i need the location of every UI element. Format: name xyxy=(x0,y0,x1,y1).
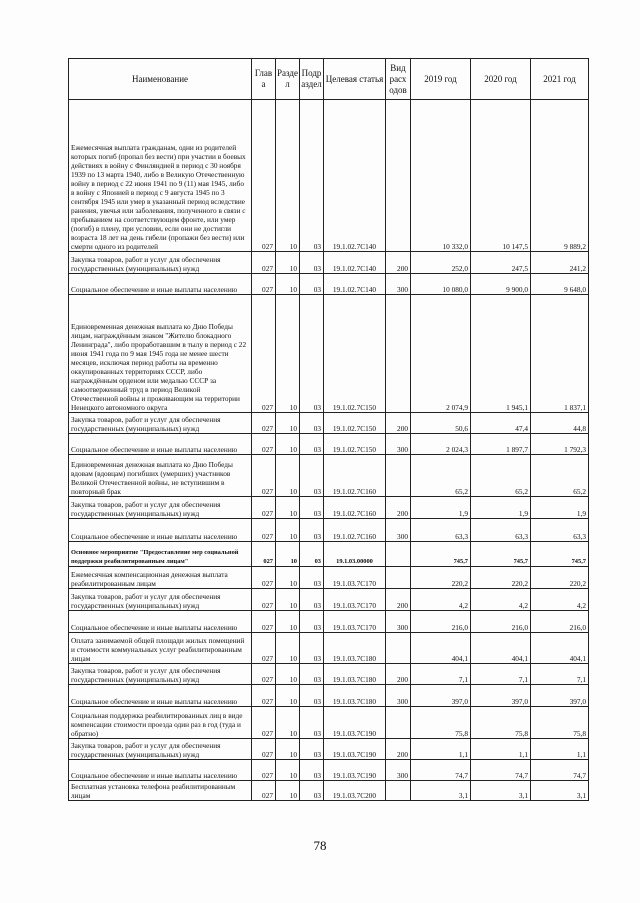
table-row xyxy=(69,707,589,739)
cell-target: 19.1.02.7С160 xyxy=(324,497,386,519)
cell-2019: 252,0 xyxy=(411,252,471,274)
table-row xyxy=(69,455,589,497)
cell-target: 19.1.03.7С190 xyxy=(324,739,386,760)
cell-glava: 027 xyxy=(252,519,276,542)
cell-podrazdel: 03 xyxy=(300,664,324,685)
cell-2019: 7,1 xyxy=(411,664,471,685)
cell-name: Закупка товаров, работ и услуг для обеспечения государственных (муниципальных) нужд xyxy=(69,252,252,274)
cell-vid: 300 xyxy=(386,611,411,633)
cell-podrazdel: 03 xyxy=(300,455,324,497)
header-2020: 2020 год xyxy=(471,59,531,100)
cell-glava: 027 xyxy=(252,434,276,455)
cell-target: 19.1.03.7С180 xyxy=(324,664,386,685)
cell-2019: 2 024,3 xyxy=(411,434,471,455)
cell-vid: 200 xyxy=(386,739,411,760)
cell-2019: 74,7 xyxy=(411,760,471,781)
cell-2019: 1,1 xyxy=(411,739,471,760)
cell-target: 19.1.03.7С170 xyxy=(324,611,386,633)
cell-vid xyxy=(386,707,411,739)
cell-razdel: 10 xyxy=(276,455,300,497)
cell-glava: 027 xyxy=(252,100,276,252)
cell-2021: 63,3 xyxy=(531,519,589,542)
cell-target: 19.1.02.7С140 xyxy=(324,100,386,252)
header-target: Целевая статья xyxy=(324,59,386,100)
cell-2021: 216,0 xyxy=(531,611,589,633)
cell-glava: 027 xyxy=(252,664,276,685)
cell-2020: 7,1 xyxy=(471,664,531,685)
cell-2020: 9 900,0 xyxy=(471,274,531,295)
cell-podrazdel: 03 xyxy=(300,497,324,519)
cell-razdel: 10 xyxy=(276,567,300,589)
cell-name: Ежемесячная выплата гражданам, одни из родителей которых погиб (пропал без вести) при участии в боевых действиях в войну с Финляндией в период с 30 ноября 1939 по 13 марта 1940, либо в Великую Отечественную войну в период с 22 июня 1941 по 9 (11) мая 1945, либо в войну с Японией в период с 9 августа 1945 по 3 сентября 1945 или умер в указанный период вследствие ранения, увечья или заболевания, полученного в связи с пребыванием на соответствующем фронте, или умер (погиб) в плену, при условии, если они не достигли возраста 18 лет на день гибели (пропажи без вести) или смерти одного из родителей xyxy=(69,100,252,252)
cell-2020: 745,7 xyxy=(471,542,531,567)
cell-razdel: 10 xyxy=(276,781,300,801)
cell-2021: 9 648,0 xyxy=(531,274,589,295)
cell-name: Социальное обеспечение и иные выплаты населению xyxy=(69,519,252,542)
cell-podrazdel: 03 xyxy=(300,781,324,801)
cell-name: Закупка товаров, работ и услуг для обеспечения государственных (муниципальных) нужд xyxy=(69,589,252,611)
cell-2019: 2 074,9 xyxy=(411,295,471,413)
table-row xyxy=(69,274,589,295)
cell-vid xyxy=(386,781,411,801)
cell-razdel: 10 xyxy=(276,685,300,707)
cell-2019: 63,3 xyxy=(411,519,471,542)
cell-2021: 1 837,1 xyxy=(531,295,589,413)
cell-podrazdel: 03 xyxy=(300,252,324,274)
cell-glava: 027 xyxy=(252,685,276,707)
cell-razdel: 10 xyxy=(276,633,300,664)
cell-razdel: 10 xyxy=(276,497,300,519)
cell-target: 19.1.03.7С180 xyxy=(324,685,386,707)
cell-razdel: 10 xyxy=(276,434,300,455)
cell-glava: 027 xyxy=(252,455,276,497)
table-row xyxy=(69,781,589,801)
cell-2021: 65,2 xyxy=(531,455,589,497)
cell-2021: 220,2 xyxy=(531,567,589,589)
cell-2021: 44,8 xyxy=(531,413,589,434)
cell-target: 19.1.03.00000 xyxy=(324,542,386,567)
cell-vid: 300 xyxy=(386,519,411,542)
cell-2020: 220,2 xyxy=(471,567,531,589)
cell-2019: 50,6 xyxy=(411,413,471,434)
cell-glava: 027 xyxy=(252,781,276,801)
cell-2020: 216,0 xyxy=(471,611,531,633)
cell-vid: 300 xyxy=(386,274,411,295)
cell-name: Бесплатная установка телефона реабилитированным лицам xyxy=(69,781,252,801)
table-row xyxy=(69,633,589,664)
cell-vid: 200 xyxy=(386,589,411,611)
table-row xyxy=(69,542,589,567)
cell-2019: 75,8 xyxy=(411,707,471,739)
cell-podrazdel: 03 xyxy=(300,519,324,542)
cell-target: 19.1.02.7С160 xyxy=(324,519,386,542)
cell-vid xyxy=(386,455,411,497)
cell-2021: 1,1 xyxy=(531,739,589,760)
cell-podrazdel: 03 xyxy=(300,707,324,739)
cell-2019: 745,7 xyxy=(411,542,471,567)
cell-glava: 027 xyxy=(252,542,276,567)
cell-target: 19.1.03.7С170 xyxy=(324,589,386,611)
cell-2020: 1 897,7 xyxy=(471,434,531,455)
cell-podrazdel: 03 xyxy=(300,413,324,434)
table-row xyxy=(69,413,589,434)
cell-2020: 75,8 xyxy=(471,707,531,739)
cell-2019: 10 332,0 xyxy=(411,100,471,252)
cell-razdel: 10 xyxy=(276,252,300,274)
table-row xyxy=(69,434,589,455)
cell-2021: 74,7 xyxy=(531,760,589,781)
cell-name: Социальная поддержка реабилитированных лиц в виде компенсации стоимости проезда один раз в год (туда и обратно) xyxy=(69,707,252,739)
cell-2020: 1,1 xyxy=(471,739,531,760)
cell-razdel: 10 xyxy=(276,295,300,413)
cell-2021: 4,2 xyxy=(531,589,589,611)
cell-name: Оплата занимаемой общей площади жилых помещений и стоимости коммунальных услуг реабилитированным лицам xyxy=(69,633,252,664)
budget-table xyxy=(68,58,589,801)
cell-razdel: 10 xyxy=(276,413,300,434)
cell-2020: 47,4 xyxy=(471,413,531,434)
cell-name: Ежемесячная компенсационная денежная выплата реабилитированным лицам xyxy=(69,567,252,589)
table-row xyxy=(69,519,589,542)
header-2021: 2021 год xyxy=(531,59,589,100)
header-razdel: Разде л xyxy=(276,59,300,100)
cell-2020: 404,1 xyxy=(471,633,531,664)
cell-target: 19.1.02.7С150 xyxy=(324,434,386,455)
cell-vid: 300 xyxy=(386,685,411,707)
cell-2021: 1 792,3 xyxy=(531,434,589,455)
cell-2019: 397,0 xyxy=(411,685,471,707)
header-2019: 2019 год xyxy=(411,59,471,100)
cell-podrazdel: 03 xyxy=(300,295,324,413)
cell-name: Закупка товаров, работ и услуг для обеспечения государственных (муниципальных) нужд xyxy=(69,664,252,685)
cell-vid: 200 xyxy=(386,413,411,434)
cell-2021: 1,9 xyxy=(531,497,589,519)
cell-2021: 3,1 xyxy=(531,781,589,801)
cell-2020: 4,2 xyxy=(471,589,531,611)
cell-glava: 027 xyxy=(252,497,276,519)
cell-glava: 027 xyxy=(252,413,276,434)
cell-2020: 397,0 xyxy=(471,685,531,707)
table-row xyxy=(69,664,589,685)
cell-razdel: 10 xyxy=(276,611,300,633)
cell-glava: 027 xyxy=(252,760,276,781)
cell-vid: 300 xyxy=(386,434,411,455)
cell-target: 19.1.03.7С190 xyxy=(324,760,386,781)
cell-2021: 397,0 xyxy=(531,685,589,707)
cell-target: 19.1.02.7С150 xyxy=(324,295,386,413)
cell-glava: 027 xyxy=(252,707,276,739)
cell-2020: 3,1 xyxy=(471,781,531,801)
cell-glava: 027 xyxy=(252,252,276,274)
cell-razdel: 10 xyxy=(276,542,300,567)
cell-podrazdel: 03 xyxy=(300,567,324,589)
cell-2021: 745,7 xyxy=(531,542,589,567)
cell-name: Закупка товаров, работ и услуг для обеспечения государственных (муниципальных) нужд xyxy=(69,497,252,519)
cell-2019: 3,1 xyxy=(411,781,471,801)
table-row xyxy=(69,760,589,781)
cell-2019: 10 080,0 xyxy=(411,274,471,295)
cell-glava: 027 xyxy=(252,611,276,633)
cell-vid xyxy=(386,542,411,567)
cell-2020: 10 147,5 xyxy=(471,100,531,252)
cell-glava: 027 xyxy=(252,589,276,611)
table-row xyxy=(69,589,589,611)
cell-target: 19.1.02.7С140 xyxy=(324,252,386,274)
cell-target: 19.1.03.7С170 xyxy=(324,567,386,589)
table-row xyxy=(69,611,589,633)
header-name: Наименование xyxy=(69,59,252,100)
cell-name: Социальное обеспечение и иные выплаты населению xyxy=(69,274,252,295)
cell-podrazdel: 03 xyxy=(300,739,324,760)
cell-vid xyxy=(386,100,411,252)
cell-razdel: 10 xyxy=(276,664,300,685)
cell-name: Социальное обеспечение и иные выплаты населению xyxy=(69,434,252,455)
cell-razdel: 10 xyxy=(276,274,300,295)
cell-podrazdel: 03 xyxy=(300,100,324,252)
cell-razdel: 10 xyxy=(276,739,300,760)
cell-glava: 027 xyxy=(252,633,276,664)
cell-name: Основное мероприятие "Предоставление мер социальной поддержки реабилитированным лицам" xyxy=(69,542,252,567)
cell-razdel: 10 xyxy=(276,519,300,542)
cell-2020: 74,7 xyxy=(471,760,531,781)
cell-podrazdel: 03 xyxy=(300,434,324,455)
cell-2020: 65,2 xyxy=(471,455,531,497)
cell-target: 19.1.02.7С150 xyxy=(324,413,386,434)
cell-name: Закупка товаров, работ и услуг для обеспечения государственных (муниципальных) нужд xyxy=(69,739,252,760)
cell-target: 19.1.02.7С160 xyxy=(324,455,386,497)
table-row xyxy=(69,497,589,519)
cell-2021: 75,8 xyxy=(531,707,589,739)
cell-name: Закупка товаров, работ и услуг для обеспечения государственных (муниципальных) нужд xyxy=(69,413,252,434)
cell-name: Социальное обеспечение и иные выплаты населению xyxy=(69,611,252,633)
cell-name: Единовременная денежная выплата ко Дню Победы лицам, награждённым знаком "Жителю блокадного Ленинграда", либо проработавшим в тылу в период с 22 июня 1941 года по 9 мая 1945 года не менее шести месяцев, исключая период работы на временно оккупированных территориях СССР, либо награждённым орденом или медалью СССР за самоотверженный труд в период Великой Отечественной войны и проживающим на территории Ненецкого автономного округа xyxy=(69,295,252,413)
cell-target: 19.1.03.7С180 xyxy=(324,633,386,664)
cell-vid: 200 xyxy=(386,252,411,274)
cell-2020: 63,3 xyxy=(471,519,531,542)
cell-vid xyxy=(386,633,411,664)
cell-2019: 220,2 xyxy=(411,567,471,589)
cell-vid xyxy=(386,295,411,413)
cell-2020: 1 945,1 xyxy=(471,295,531,413)
table-row xyxy=(69,100,589,252)
cell-name: Единовременная денежная выплата ко Дню Победы вдовам (вдовцам) погибших (умерших) участников Великой Отечественной войны, не вступившим в повторный брак xyxy=(69,455,252,497)
cell-vid: 200 xyxy=(386,664,411,685)
cell-2021: 241,2 xyxy=(531,252,589,274)
cell-2020: 1,9 xyxy=(471,497,531,519)
cell-target: 19.1.02.7С140 xyxy=(324,274,386,295)
cell-razdel: 10 xyxy=(276,760,300,781)
cell-podrazdel: 03 xyxy=(300,685,324,707)
cell-podrazdel: 03 xyxy=(300,633,324,664)
cell-podrazdel: 03 xyxy=(300,611,324,633)
cell-glava: 027 xyxy=(252,567,276,589)
cell-podrazdel: 03 xyxy=(300,589,324,611)
cell-target: 19.1.03.7С200 xyxy=(324,781,386,801)
cell-2019: 404,1 xyxy=(411,633,471,664)
cell-2020: 247,5 xyxy=(471,252,531,274)
cell-2019: 4,2 xyxy=(411,589,471,611)
table-row xyxy=(69,685,589,707)
table-header-row xyxy=(69,59,589,100)
table-row xyxy=(69,252,589,274)
cell-vid: 200 xyxy=(386,497,411,519)
cell-glava: 027 xyxy=(252,295,276,413)
cell-razdel: 10 xyxy=(276,100,300,252)
cell-2019: 216,0 xyxy=(411,611,471,633)
table-row xyxy=(69,295,589,413)
table-row xyxy=(69,739,589,760)
cell-glava: 027 xyxy=(252,274,276,295)
header-podrazdel: Подр аздел xyxy=(300,59,324,100)
cell-2019: 65,2 xyxy=(411,455,471,497)
cell-razdel: 10 xyxy=(276,707,300,739)
cell-2021: 7,1 xyxy=(531,664,589,685)
cell-podrazdel: 03 xyxy=(300,274,324,295)
table-body xyxy=(69,100,589,801)
header-glava: Глав а xyxy=(252,59,276,100)
cell-2019: 1,9 xyxy=(411,497,471,519)
cell-2021: 9 889,2 xyxy=(531,100,589,252)
cell-vid xyxy=(386,567,411,589)
header-vid: Вид расх одов xyxy=(386,59,411,100)
cell-2021: 404,1 xyxy=(531,633,589,664)
cell-vid: 300 xyxy=(386,760,411,781)
page-number: 78 xyxy=(313,838,327,853)
cell-name: Социальное обеспечение и иные выплаты населению xyxy=(69,685,252,707)
cell-razdel: 10 xyxy=(276,589,300,611)
cell-podrazdel: 03 xyxy=(300,542,324,567)
cell-podrazdel: 03 xyxy=(300,760,324,781)
cell-name: Социальное обеспечение и иные выплаты населению xyxy=(69,760,252,781)
cell-glava: 027 xyxy=(252,739,276,760)
table-row xyxy=(69,567,589,589)
cell-target: 19.1.03.7С190 xyxy=(324,707,386,739)
